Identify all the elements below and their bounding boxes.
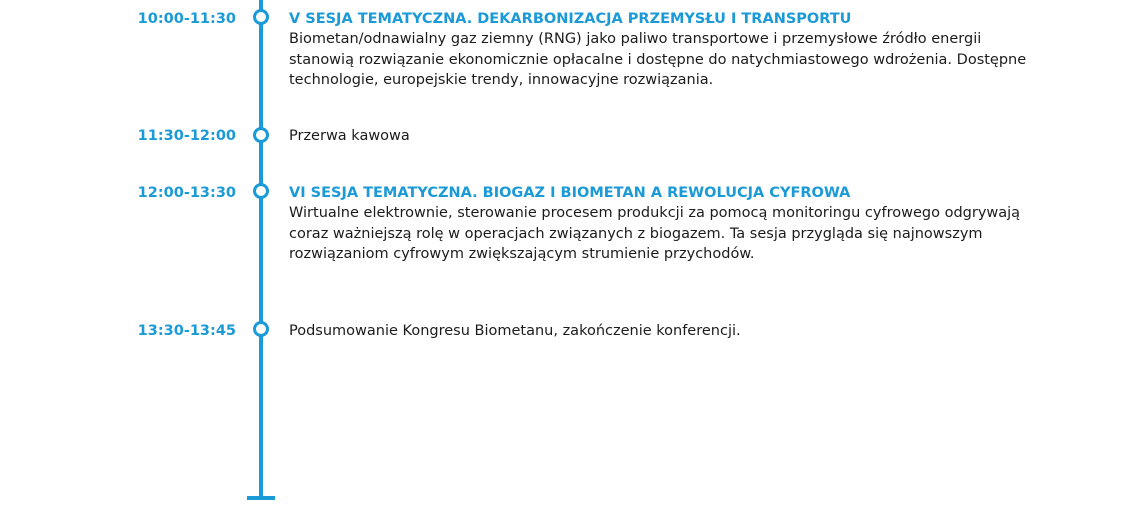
agenda-item (289, 126, 1029, 147)
timeline-dot (253, 9, 269, 25)
session-title: VI SESJA TEMATYCZNA. BIOGAZ I BIOMETAN A REWOLUCJA CYFROWA (289, 185, 851, 201)
agenda-item (289, 9, 1029, 91)
agenda-time: 10:00-11:30 (137, 11, 236, 27)
agenda-time: 11:30-12:00 (137, 128, 236, 144)
agenda-item (289, 321, 1029, 342)
session-description: Wirtualne elektrownie, sterowanie procesem produkcji za pomocą monitoringu cyfrowego odgrywają coraz ważniejszą rolę w operacjach związanych z biogazem. Ta sesja przygląda się najnowszym rozwiązaniom cyfrowym zwiększającym strumienie przychodów. (289, 205, 1021, 262)
closing-description: Podsumowanie Kongresu Biometanu, zakończenie konferencji. (289, 323, 741, 339)
agenda-time: 12:00-13:30 (137, 185, 236, 201)
timeline-line (259, 0, 263, 499)
break-description: Przerwa kawowa (289, 128, 410, 144)
session-description: Biometan/odnawialny gaz ziemny (RNG) jako paliwo transportowe i przemysłowe źródło energii stanowią rozwiązanie ekonomicznie opłacalne i dostępne do natychmiastowego wdrożenia. Dostępne technologie, europejskie trendy, innowacyjne rozwiązania. (289, 31, 1027, 88)
timeline-end-cap (247, 496, 275, 500)
timeline-dot (253, 183, 269, 199)
agenda-time: 13:30-13:45 (137, 323, 236, 339)
timeline-dot (253, 321, 269, 337)
agenda-item (289, 183, 1029, 265)
session-title: V SESJA TEMATYCZNA. DEKARBONIZACJA PRZEMYSŁU I TRANSPORTU (289, 11, 852, 27)
timeline-dot (253, 127, 269, 143)
